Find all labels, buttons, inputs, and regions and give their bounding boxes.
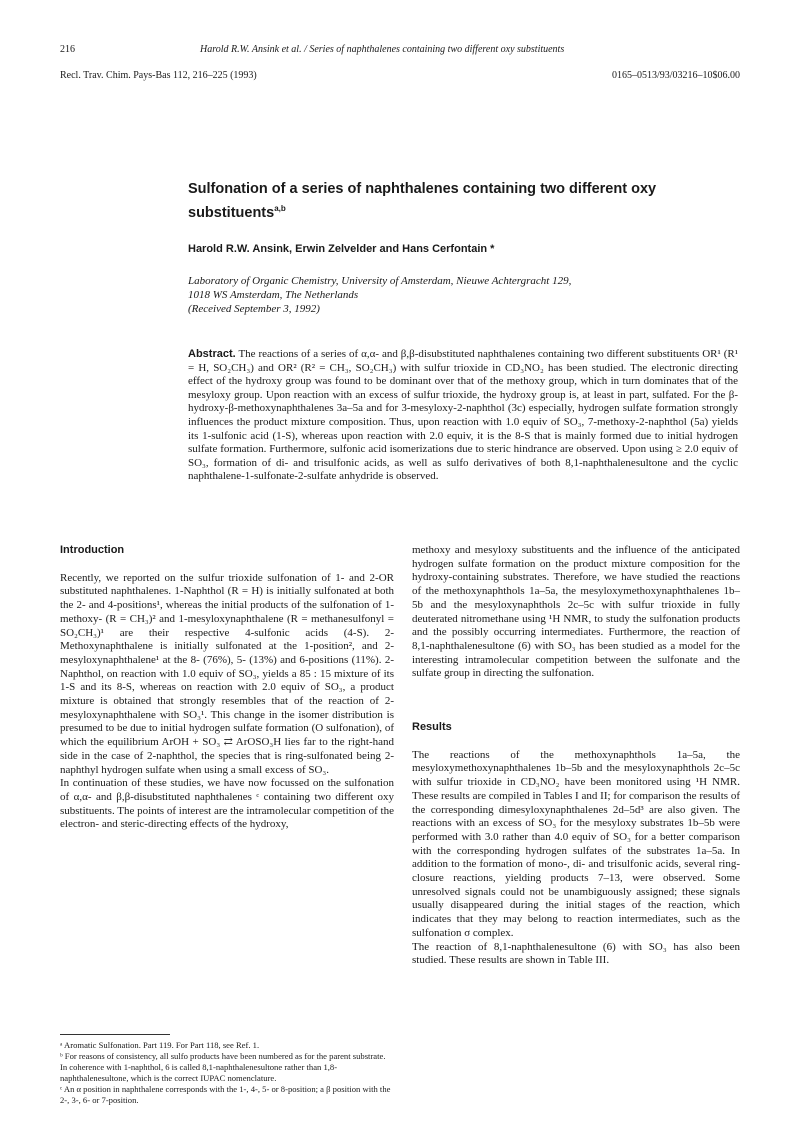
introduction-paragraph: In continuation of these studies, we have now focussed on the sulfonation of α,α- and β,β-disubstituted naphthalenes ᶜ containing two different oxy substituents. The points of interest are the intramolecular competition of the electron- and steric-directing effects of the hydroxy,: [60, 777, 394, 831]
title-footnote-mark: a,b: [274, 204, 286, 213]
results-paragraph: The reaction of 8,1-naphthalenesultone (6) with SO₃ has also been studied. These results are shown in Table III.: [412, 940, 740, 967]
running-title: Harold R.W. Ansink et al. / Series of naphthalenes containing two different oxy substituents: [200, 44, 565, 55]
introduction-paragraph: Recently, we reported on the sulfur trioxide sulfonation of 1- and 2-OR substituted naphthalenes. 1-Naphthol (R = H) is initially sulfonated at both the 2- and 4-positions¹, whereas the initial products of the sulfonation of 1-methoxy- (R = CH₃)² and 1-mesyloxynaphthalene (R = methanesulfonyl = SO₂CH₃)¹ are their respective 4-sulfonic acids (4-S). 2-Methoxynaphthalene is initially sulfonated at the 1-position², and 2-mesyloxynaphthalene¹ at the 8- (76%), 5- (13%) and 6-positions (11%). 2-Naphthol, on reaction with 1.0 equiv of SO₃, yields a 85 : 15 mixture of its 1-S and its 8-S, whereas on reaction with 2.0 equiv of SO₃, a product mixture is obtained that strongly resembles that of the reaction of 2-mesyloxynaphthalene with SO₃¹. This change in the isomer distribution is presumed to be due to initial hydrogen sulfate formation (O sulfonation), of which the equilibrium ArOH + SO₃ ⇄ ArOSO₃H lies far to the right-hand side in the case of 2-naphthol, the species that is ring-sulfonated being 2-naphthyl hydrogen sulfate when using a small excess of SO₃.: [60, 571, 394, 776]
article-title: [188, 180, 708, 223]
citation-line: [60, 70, 740, 81]
page-number: 216: [60, 44, 75, 55]
received-date: (Received September 3, 1992): [188, 303, 320, 315]
left-column: [60, 544, 394, 832]
document-code: 0165–0513/93/03216–10$06.00: [611, 70, 740, 81]
affiliation: [188, 274, 708, 316]
footnotes: [60, 1040, 394, 1106]
abstract-label: Abstract.: [188, 348, 236, 360]
author-list: Harold R.W. Ansink, Erwin Zelvelder and Hans Cerfontain *: [188, 243, 495, 255]
footnote: ᵃ Aromatic Sulfonation. Part 119. For Part 118, see Ref. 1.: [60, 1040, 260, 1050]
affiliation-line: Laboratory of Organic Chemistry, University of Amsterdam, Nieuwe Achtergracht 129,: [188, 275, 572, 287]
abstract: [188, 348, 738, 484]
right-column: [412, 544, 740, 968]
results-heading: Results: [412, 721, 452, 734]
abstract-text: The reactions of a series of α,α- and β,β-disubstituted naphthalenes containing two different substituents OR¹ (R¹ = H, SO₂CH₃) and OR² (R² = CH₃, SO₂CH₃) with sulfur trioxide in CD₃NO₂ has been studied. The electronic directing effect of the hydroxy group was found to be dominant over that of the methoxy group, which in turn dominates that of the mesyloxy group. Upon reaction with an excess of sulfur trioxide, the hydroxy group is, at least in part, sulfated. For the β-hydroxy-β-methoxynaphthalenes 3a–5a and for 3-mesyloxy-2-naphthol (3c) especially, hydrogen sulfate formation strongly influences the product mixture composition. Thus, upon reaction with 1.0 equiv of SO₃, 7-methoxy-2-naphthol (5a) yields its 1-sulfonic acid (1-S), whereas upon reaction with 2.0 equiv, it is the 8-S that is mainly formed due to initial hydrogen sulfate formation. Furthermore, sulfonic acid isomerizations due to steric hindrance are observed. Upon using ≥ 2.0 equiv of SO₃, formation of di- and trisulfonic acids, as well as sulfo derivatives of both 8,1-naphthalenesultone and the cyclic naphthalene-1-sulfonate-2-sulfate anhydride is observed.: [188, 348, 739, 483]
introduction-paragraph: methoxy and mesyloxy substituents and the influence of the anticipated hydrogen sulfate formation on the product mixture composition for the hydroxy-containing substrates. Therefore, we have studied the reactions of the methoxynaphthols 1a–5a, the mesyloxymethoxynaphthalenes 1b–5b and the mesyloxynaphthols 2c–5c with sulfur trioxide in fully deuterated nitromethane using ¹H NMR, to study the sulfonation products and the possibly occurring intermediates. Furthermore, the reaction of 8,1-naphthalenesultone (6) with SO₃ has been studied as a model for the interesting intramolecular competition between the sulfonate and the sulfate group in directing the sulfonation.: [412, 544, 740, 680]
footnote-divider: [60, 1034, 170, 1035]
journal-reference: Recl. Trav. Chim. Pays-Bas 112, 216–225 (1993): [60, 70, 257, 81]
footnote: ᵇ For reasons of consistency, all sulfo products have been numbered as for the parent substrate. In coherence with 1-naphthol, 6 is called 8,1-naphthalenesultone rather than 1,8-naphthalenesultone, which is the correct IUPAC nomenclature.: [60, 1051, 386, 1083]
footnote: ᶜ An α position in naphthalene corresponds with the 1-, 4-, 5- or 8-position; a β position with the 2-, 3-, 6- or 7-position.: [60, 1084, 391, 1105]
article-title-text: Sulfonation of a series of naphthalenes containing two different oxy substituents: [188, 181, 657, 221]
introduction-heading: Introduction: [60, 544, 125, 556]
affiliation-line: 1018 WS Amsterdam, The Netherlands: [188, 289, 359, 301]
results-paragraph: The reactions of the methoxynaphthols 1a–5a, the mesyloxymethoxynaphthalenes 1b–5b and the mesyloxynaphthols 2c–5c with sulfur trioxide in CD₃NO₂ have been monitored using ¹H NMR. These results are compiled in Tables I and II; for comparison the results of the corresponding dimesyloxynaphthalenes 2d–5d³ are also given. The reactions with an excess of SO₃ for the mesyloxy substrates 1b–5b were performed with 3.0 rather than 4.0 equiv of SO₃ for a better comparison with the corresponding hydrogen sulfates of the substrates 1a–5a. In addition to the formation of mono-, di- and trisulfonic acids, several ring-closure reactions, yielding products 7–13, were observed. Some unresolved signals could not be unambiguously assigned; these signals usually disappeared during the initial stages of the reaction, which indicates that they may belong to reaction intermediates, such as the sulfonation σ complex.: [412, 748, 740, 939]
